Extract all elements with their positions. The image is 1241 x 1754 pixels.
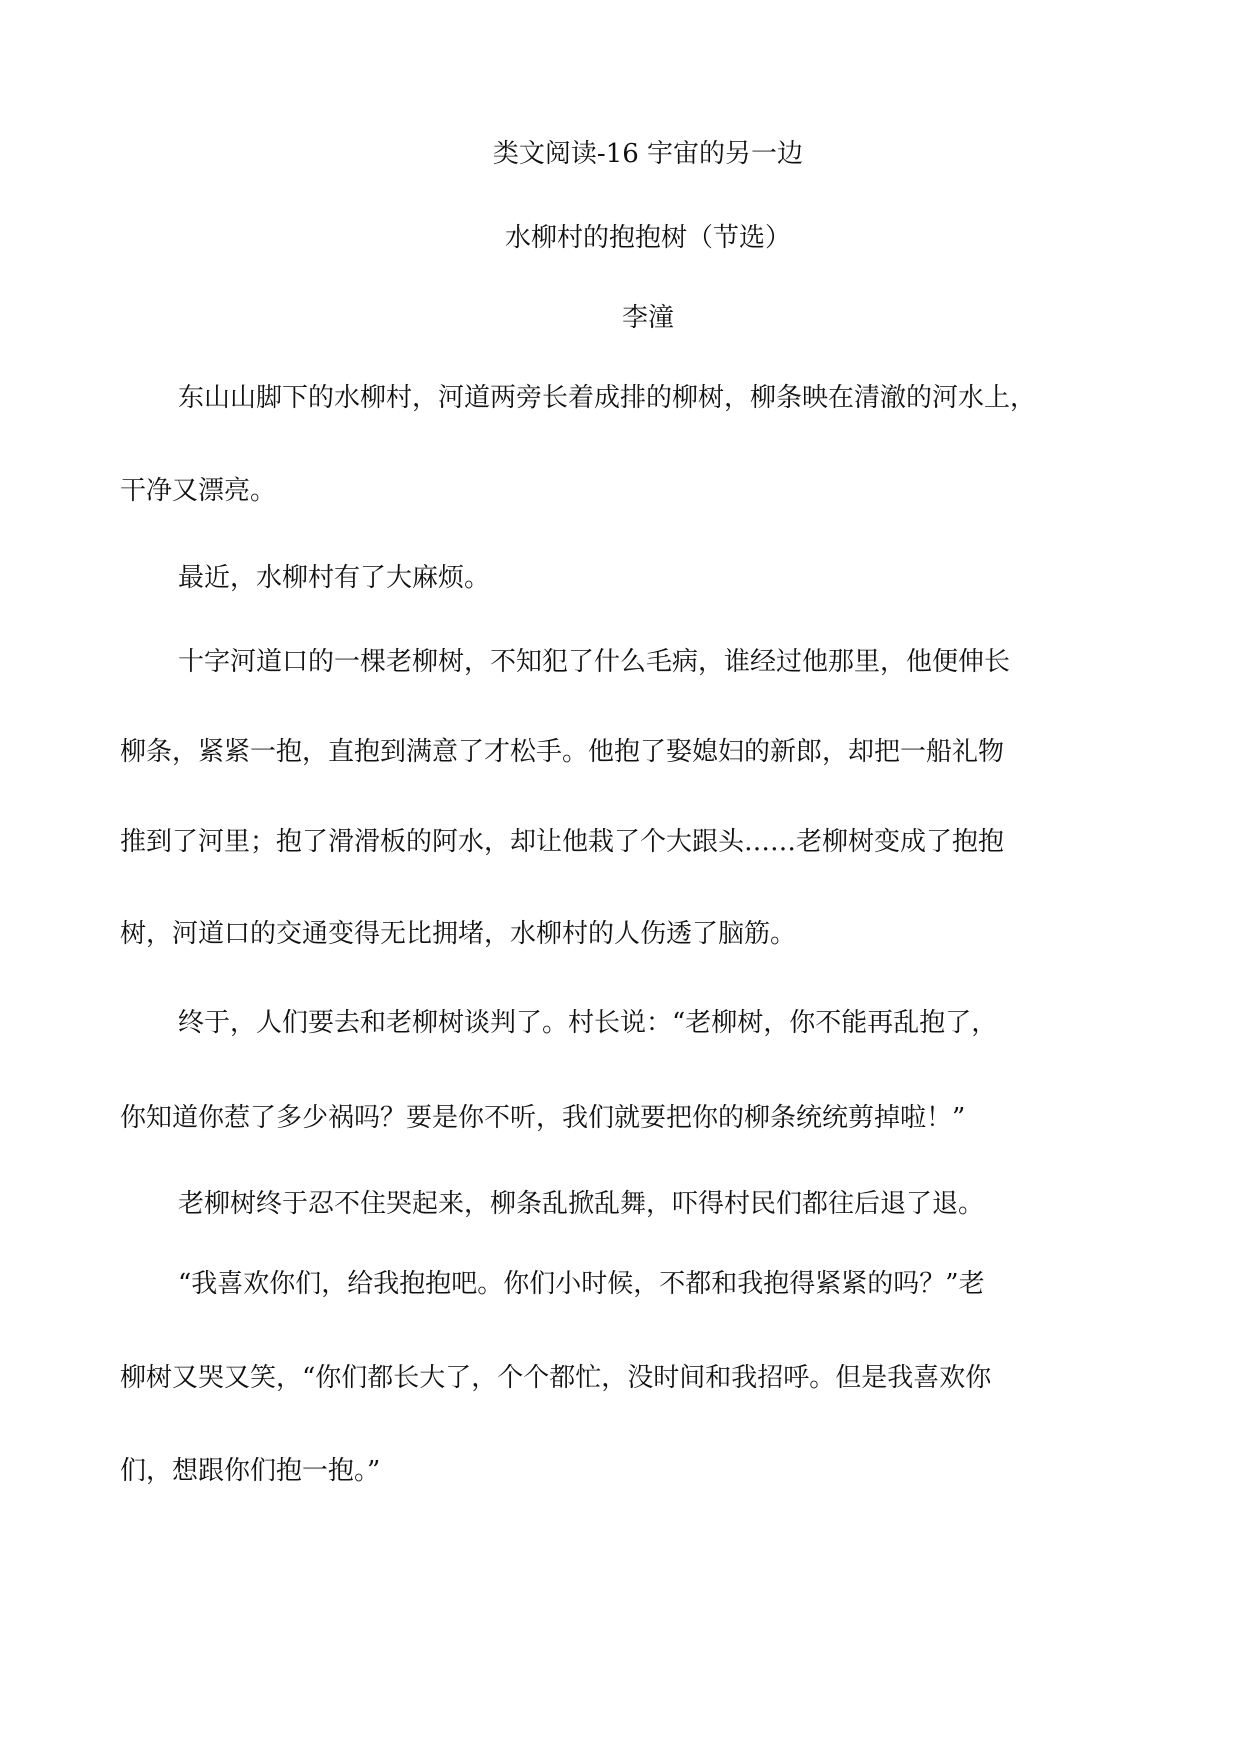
- paragraph-line: 们，想跟你们抱一抱。”: [120, 1456, 381, 1486]
- paragraph-line: 树，河道口的交通变得无比拥堵，水柳村的人伤透了脑筋。: [120, 919, 797, 949]
- paragraph-line: “我喜欢你们，给我抱抱吧。你们小时候，不都和我抱得紧紧的吗？”老: [178, 1269, 985, 1299]
- paragraph-line: 十字河道口的一棵老柳树，不知犯了什么毛病，谁经过他那里，他便伸长: [178, 647, 1011, 677]
- paragraph-line: 柳条，紧紧一抱，直抱到满意了才松手。他抱了娶媳妇的新郎，却把一船礼物: [120, 737, 1005, 767]
- paragraph-line: 终于，人们要去和老柳树谈判了。村长说：“老柳树，你不能再乱抱了，: [178, 1008, 998, 1038]
- paragraph-line: 你知道你惹了多少祸吗？要是你不听，我们就要把你的柳条统统剪掉啦！”: [120, 1103, 966, 1133]
- paragraph-line: 推到了河里；抱了滑滑板的阿水，却让他栽了个大跟头……老柳树变成了抱抱: [120, 827, 1005, 857]
- paragraph-line: 干净又漂亮。: [120, 476, 277, 506]
- paragraph-line: 东山山脚下的水柳村，河道两旁长着成排的柳树，柳条映在清澈的河水上，: [178, 383, 1037, 413]
- paragraph-line: 老柳树终于忍不住哭起来，柳条乱掀乱舞，吓得村民们都往后退了退。: [178, 1189, 985, 1219]
- document-title: 类文阅读-16 宇宙的另一边: [492, 139, 804, 169]
- paragraph-line: 柳树又哭又笑，“你们都长大了，个个都忙，没时间和我招呼。但是我喜欢你: [120, 1363, 992, 1393]
- story-title: 水柳村的抱抱树（节选）: [504, 223, 791, 253]
- paragraph-line: 最近，水柳村有了大麻烦。: [178, 563, 491, 593]
- story-author: 李潼: [621, 303, 674, 333]
